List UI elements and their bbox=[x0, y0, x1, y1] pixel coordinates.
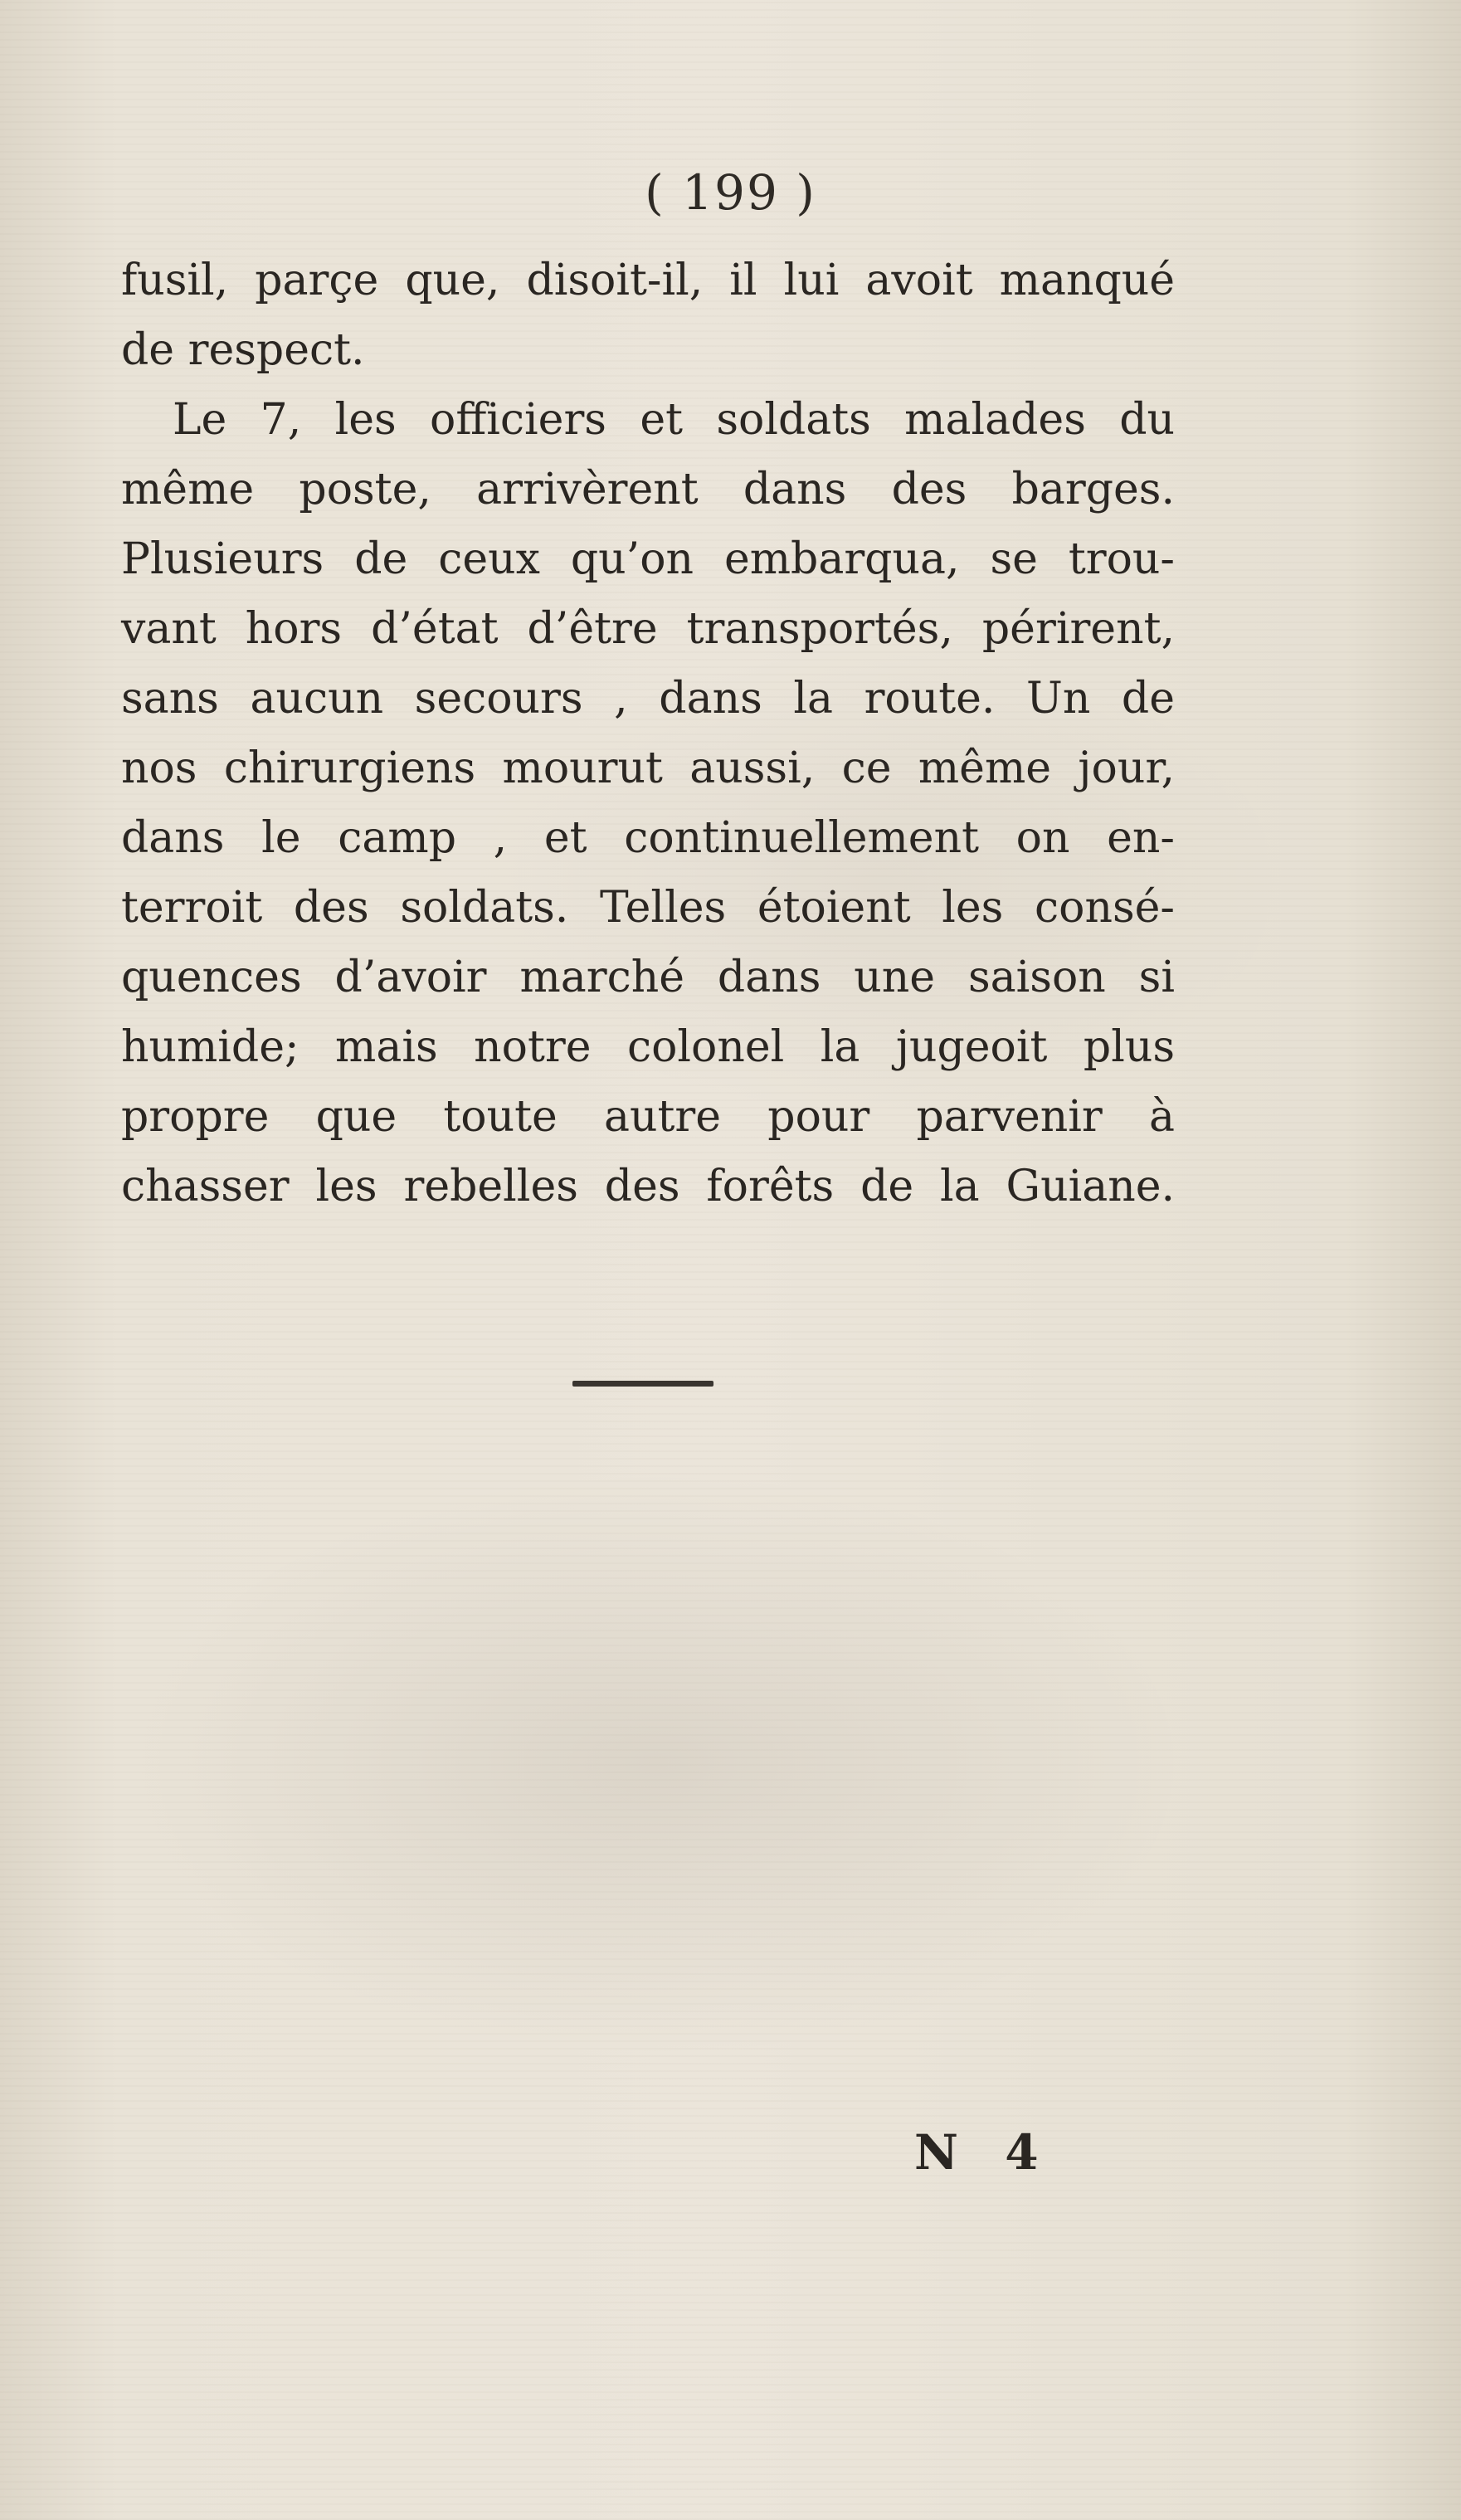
text-line: terroit des soldats. Telles étoient les consé- bbox=[121, 883, 1175, 933]
text-line: Plusieurs de ceux qu’on embarqua, se trou- bbox=[121, 534, 1175, 584]
page-number: ( 199 ) bbox=[645, 164, 816, 221]
text-line: de respect. bbox=[121, 325, 365, 375]
text-line: chasser les rebelles des forêts de la Guiane. bbox=[121, 1162, 1175, 1211]
text-line: sans aucun secours , dans la route. Un de bbox=[121, 674, 1175, 724]
body-text bbox=[121, 246, 1175, 1221]
text-line: quences d’avoir marché dans une saison si bbox=[121, 953, 1175, 1002]
text-line: Le 7, les officiers et soldats malades du bbox=[173, 395, 1175, 445]
text-line: propre que toute autre pour parvenir à bbox=[121, 1092, 1175, 1142]
text-line: même poste, arrivèrent dans des barges. bbox=[121, 465, 1175, 514]
text-line: vant hors d’état d’être transportés, périrent, bbox=[121, 604, 1175, 654]
section-divider bbox=[572, 1381, 713, 1387]
text-line: dans le camp , et continuellement on en- bbox=[121, 813, 1175, 863]
signature-mark: N 4 bbox=[914, 2124, 1054, 2181]
text-line: nos chirurgiens mourut aussi, ce même jour, bbox=[121, 743, 1175, 793]
text-line: humide; mais notre colonel la jugeoit plus bbox=[121, 1022, 1175, 1072]
text-line: fusil, parçe que, disoit-il, il lui avoit manqué bbox=[121, 256, 1175, 305]
